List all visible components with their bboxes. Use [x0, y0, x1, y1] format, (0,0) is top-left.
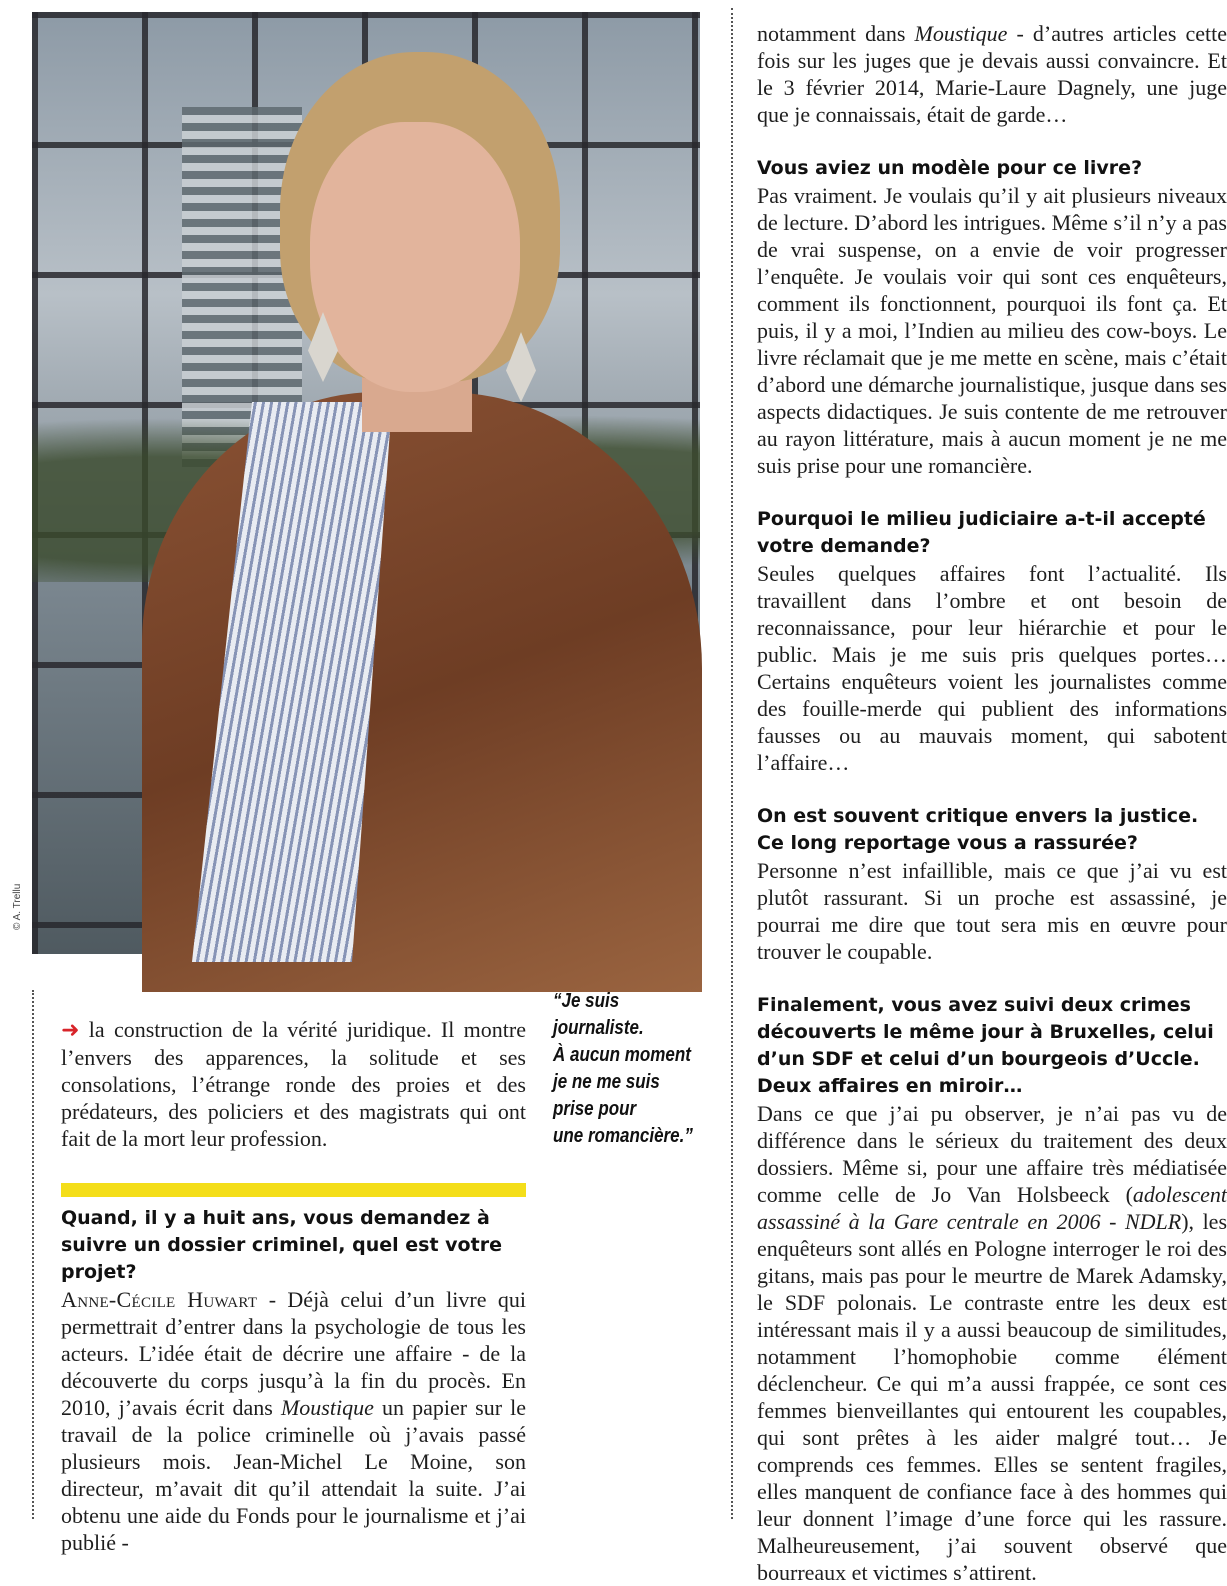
intro-paragraph — [61, 1016, 526, 1152]
continuation-arrow-icon: ➜ — [61, 1018, 80, 1043]
answer-3: Seules quelques affaires font l’actualité. Ils travaillent dans l’ombre et ont besoin de reconnaissance, pour leur hiérarchie et pour le public. Mais je me suis pris quelques portes… Certains enquêteurs voient les journalistes comme des fouille-merde qui publient des informations fausses ou au mauvais moment, qui sabotent l’affaire… — [757, 561, 1227, 775]
continued-answer: notamment dans Moustique - d’autres articles cette fois sur les juges que je devais aussi convaincre. Et le 3 février 2014, Marie-Laure Dagnely, une juge que je connaissais, était de garde… — [757, 21, 1227, 127]
photo-credit: © A. Trellu — [12, 883, 23, 930]
intro-text: la construction de la vérité juridique. Il montre l’envers des apparences, la solitude et ses consolations, l’étrange ronde des proies et des prédateurs, des policiers et des magistrats qui ont fait de la mort leur profession. — [61, 1017, 527, 1151]
answer-1: Anne-Cécile Huwart - Déjà celui d’un livre qui permettrait d’entrer dans la psychologie de tous les acteurs. L’idée était de décrire une affaire - de la découverte du corps jusqu’à la fin du procès. En 2010, j’avais écrit dans Moustique un papier sur le travail de la police criminelle où j’avais passé plusieurs mois. Jean-Michel Le Moine, son directeur, m’avait dit qu’il attendait la suite. J’ai obtenu une aide du Fonds pour le journalisme et j’ai publié - — [61, 1287, 526, 1555]
pull-quote-line: une romancière.” — [553, 1125, 693, 1147]
magazine-name: Moustique — [280, 1395, 374, 1420]
question-1: Quand, il y a huit ans, vous demandez à suivre un dossier criminel, quel est votre projet? — [61, 1207, 502, 1283]
answer-2: Pas vraiment. Je voulais qu’il y ait plusieurs niveaux de lecture. D’abord les intrigues. Même s’il n’y a pas de vrai suspense, on a envie de voir progresser l’enquête. Je voulais voir qui sont ces enquêteurs, comment ils fonctionnent, pourquoi ils font ça. Et puis, il y a moi, l’Indien au milieu des cow-boys. Le livre réclamait que je me mette en scène, mais c’était d’abord une démarche journalistique, jusque dans ses aspects didactiques. Je suis contente de me retrouver au rayon littérature, mais à aucun moment je ne me suis prise pour une romancière. — [757, 183, 1227, 478]
face — [310, 122, 520, 392]
pull-quote-line: “Je suis — [553, 990, 620, 1012]
left-column-interview — [61, 1205, 526, 1556]
column-divider — [731, 8, 733, 1519]
pull-quote-line: journaliste. — [553, 1017, 644, 1039]
pull-quote — [553, 988, 698, 1150]
question-2: Vous aviez un modèle pour ce livre? — [757, 157, 1143, 179]
question-5: Finalement, vous avez suivi deux crimes découverts le même jour à Bruxelles, celui d’un SDF et celui d’un bourgeois d’Uccle. Deux affaires en miroir… — [757, 994, 1214, 1097]
answer-4: Personne n’est infaillible, mais ce que j’ai vu est plutôt rassurant. Si un proche est assassiné, je pourrai me dire que tout sera mis en œuvre pour trouver le coupable. — [757, 858, 1227, 964]
question-3: Pourquoi le milieu judiciaire a-t-il accepté votre demande? — [757, 508, 1206, 557]
speaker-name: Anne-Cécile Huwart — [61, 1287, 258, 1312]
right-column-interview — [757, 20, 1227, 1586]
question-4: On est souvent critique envers la justice. Ce long reportage vous a rassurée? — [757, 805, 1199, 854]
section-accent-bar — [61, 1183, 526, 1197]
magazine-name: Moustique — [914, 21, 1008, 46]
pull-quote-line: prise pour — [553, 1098, 637, 1120]
editor-note: adolescent assassiné à la Gare centrale en 2006 - NDLR — [757, 1182, 1227, 1234]
portrait-photo — [32, 12, 700, 954]
left-margin-divider — [32, 990, 34, 1519]
pull-quote-line: À aucun moment — [553, 1044, 691, 1066]
pull-quote-line: je ne me suis — [553, 1071, 660, 1093]
answer-5: Dans ce que j’ai pu observer, je n’ai pas vu de différence dans le sérieux du traitement des deux dossiers. Même si, pour une affaire très médiatisée comme celle de Jo Van Holsbeeck (adolescent assassiné à la Gare centrale en 2006 - NDLR), les enquêteurs sont allés en Pologne interroger le roi des gitans, mais pas pour le meurtre de Marek Adamsky, le SDF polonais. Le contraste entre les deux est intéressant mais il y a aussi beaucoup de similitudes, notamment l’homophobie comme élément déclencheur. Ce qui m’a aussi frappée, ce sont ces femmes bienveillantes qui entourent les coupables, qui sont prêtes à les aider malgré tout… Je comprends ces femmes. Elles se sentent fragiles, elles manquent de confiance face à des hommes qui leur donnent l’image d’une force qui les rassure. Malheureusement, j’ai souvent observé que bourreaux et victimes s’attirent. — [757, 1101, 1227, 1585]
